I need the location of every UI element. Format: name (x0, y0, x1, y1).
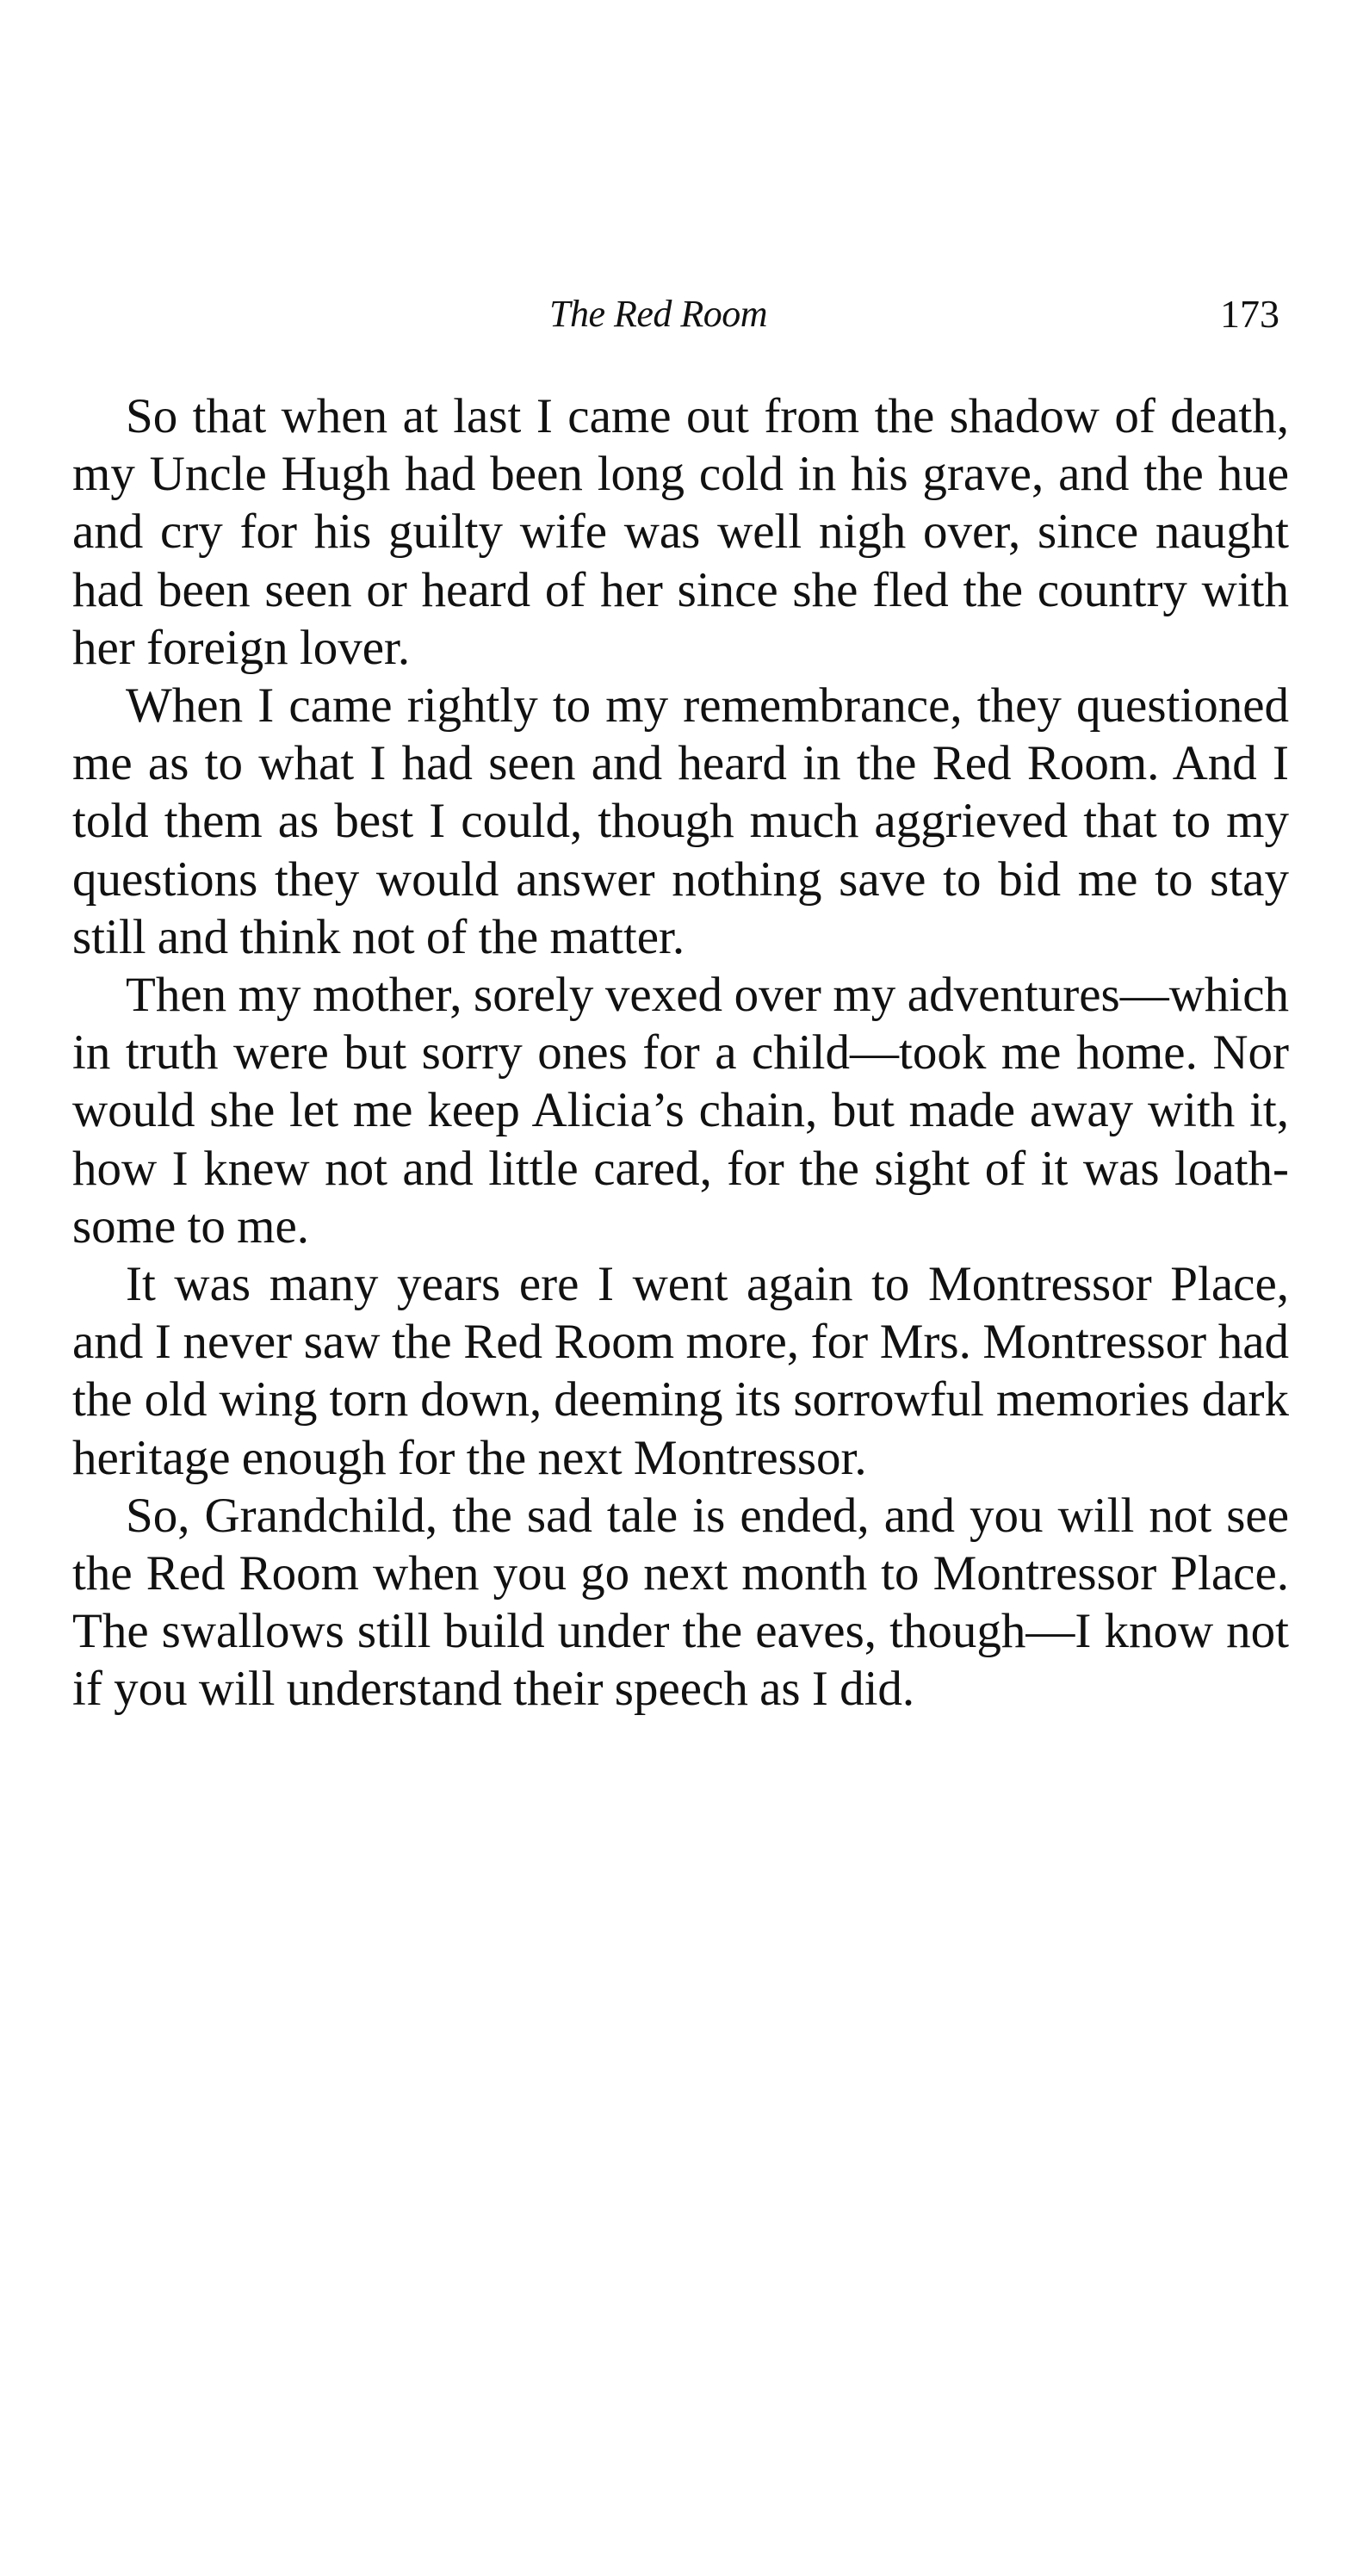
paragraph: So, Grandchild, the sad tale is ended, and you will not see the Red Room when you go next month to Montressor Place. The swallows still build under the eaves, though—I know not if you will understand their speech as I did. (72, 1488, 1289, 1717)
paragraph: When I came rightly to my remembrance, they questioned me as to what I had seen and heard in the Red Room. And I told them as best I could, though much aggrieved that to my questions they would answer nothing save to bid me to stay still and think not of the matter. (72, 678, 1289, 964)
running-title: The Red Room (549, 293, 768, 335)
page-number: 173 (1220, 292, 1279, 336)
paragraph: Then my mother, sorely vexed over my adventures—which in truth were but sorry ones for a child—took me home. Nor would she let me keep Alicia’s chain, but made away with it, how I knew not and little cared, for the sight of it was loathsome to me. (72, 968, 1289, 1254)
body-text (72, 387, 1289, 1718)
running-head (0, 280, 1363, 349)
paragraph: It was many years ere I went again to Montressor Place, and I never saw the Red Room more, for Mrs. Montressor had the old wing torn down, deeming its sorrowful memories dark heritage enough for the next Montressor. (72, 1257, 1289, 1485)
paragraph: So that when at last I came out from the shadow of death, my Uncle Hugh had been long cold in his grave, and the hue and cry for his guilty wife was well nigh over, since naught had been seen or heard of her since she fled the country with her foreign lover. (72, 389, 1289, 675)
